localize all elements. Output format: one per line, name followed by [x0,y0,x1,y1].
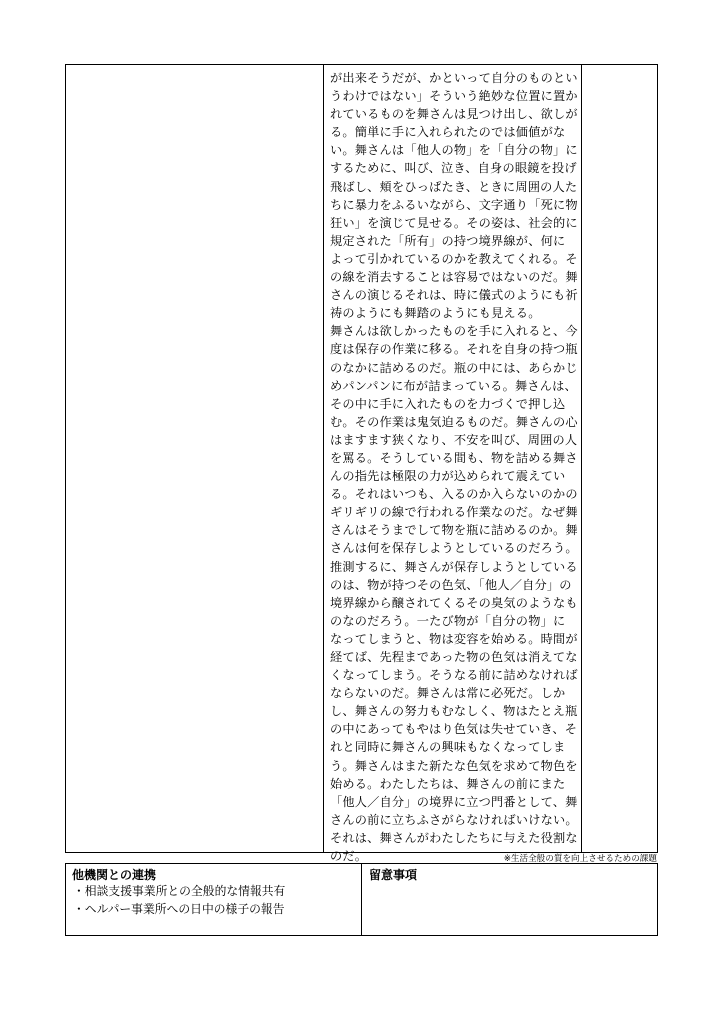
body-text-line: はますます狭くなり、不安を叫び、周囲の人 [330,432,578,447]
body-text-line: なってしまうと、物は変容を始める。時間が [330,631,578,646]
body-text-line: い。舞さんは「他人の物」を「自分の物」に [330,143,578,158]
body-text-line: 祷のようにも舞踏のようにも見える。 [330,306,541,321]
body-text-line: う。舞さんはまた新たな色気を求めて物色を [330,758,578,773]
body-text-line: し、舞さんの努力もむなしく、物はたとえ瓶 [330,704,578,719]
bottom-table [65,863,658,936]
body-text-line: ならないのだ。舞さんは常に必死だ。しか [330,686,566,701]
body-text-line: れているものを舞さんは見つけ出し、欲しが [330,107,578,122]
body-text-line: 舞さんは欲しかったものを手に入れると、今 [330,324,578,339]
body-text-line: を罵る。そうしている間も、物を詰める舞さ [330,450,578,465]
body-text-line: のなのだろう。一たび物が「自分の物」に [330,613,566,628]
body-text-line: 経てば、先程まであった物の色気は消えてな [330,650,578,664]
body-text-line: む。その作業は鬼気迫るものだ。舞さんの心 [330,414,578,429]
bottom-table-divider [361,864,362,935]
body-text-line: めパンパンに布が詰まっている。舞さんは、 [330,378,577,393]
body-text-line: それは、舞さんがわたしたちに与えた役割な [330,830,578,845]
body-text-line: る。それはいつも、入るのか入らないのかの [330,487,578,502]
notes-heading: 留意事項 [369,868,418,882]
body-text-line: のだ。 [330,849,368,864]
body-text-line: の中にあってもやはり色気は失せていき、そ [330,722,578,737]
body-text-line: するために、叫び、泣き、自身の眼鏡を投げ [330,161,577,176]
body-text-line: の線を消去することは容易ではないのだ。舞 [330,270,578,285]
body-text-line: 境界線から醸されてくるその臭気のようなも [330,595,578,610]
body-text-line: が出来そうだが、かといって自分のものとい [330,71,578,85]
body-text-line: さんはそうまでして物を瓶に詰めるのか。舞 [330,523,578,538]
body-text-block [330,69,580,865]
body-text-line: 規定された「所有」の持つ境界線が、何に [330,233,566,248]
body-text-line: くなってしまう。そうなる前に詰めなければ [330,668,578,683]
coordination-heading: 他機関との連携 [72,868,157,882]
coordination-item: ・ヘルパー事業所への日中の様子の報告 [73,902,285,916]
column-divider-right [581,65,582,852]
body-text-line: その中に手に入れたものを力づくで押し込 [330,396,566,411]
body-text-line: 飛ばし、頬をひっぱたき、ときに周囲の人た [330,179,578,194]
body-text-line: のなかに詰めるのだ。瓶の中には、あらかじ [330,360,578,375]
body-text-line: さんの前に立ちふさがらなければいけない。 [330,812,578,827]
body-text-line: ちに暴力をふるいながら、文字通り「死に物 [330,197,578,212]
body-text-line: 狂い」を演じて見せる。その姿は、社会的に [330,215,578,230]
body-text-line: 推測するに、舞さんが保存しようとしている [330,559,578,574]
body-text-line: 始める。わたしたちは、舞さんの前にまた [330,776,566,791]
body-text-line: 度は保存の作業に移る。それを自身の持つ瓶 [330,342,578,357]
body-text-line: さんの演じるそれは、時に儀式のようにも祈 [330,288,578,303]
body-text-line: る。簡単に手に入れられたのでは価値がな [330,125,566,140]
body-text-line: のは、物が持つその色気、「他人／自分」の [330,577,572,592]
body-text-line: 「他人／自分」の境界に立つ門番として、舞 [330,794,578,809]
coordination-item: ・相談支援事業所との全般的な情報共有 [73,884,286,898]
column-divider-left [323,65,324,852]
body-text-line: ギリギリの線で行われる作業なのだ。なぜ舞 [330,505,578,520]
body-text-line: よって引かれているのかを教えてくれる。そ [330,251,578,266]
coordination-list [73,882,285,918]
body-text-line: れと同時に舞さんの興味もなくなってしま [330,740,566,755]
body-text-line: さんは何を保存しようとしているのだろう。 [330,541,578,556]
body-text-line: んの指先は極限の力が込められて震えてい [330,469,566,484]
footnote: ※生活全般の質を向上させるための課題 [503,854,657,864]
body-text-line: うわけではない」そういう絶妙な位置に置か [330,89,578,104]
